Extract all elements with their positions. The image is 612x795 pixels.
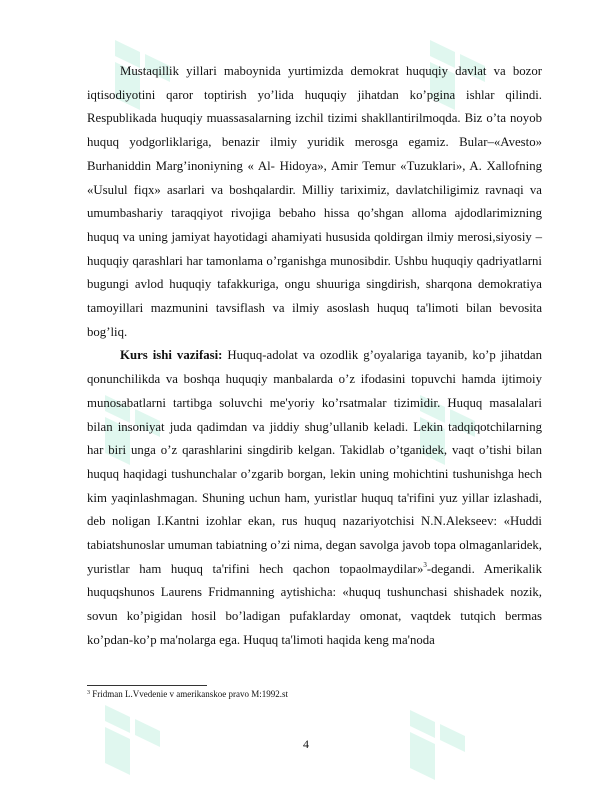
- footnote-reference: 3: [423, 560, 427, 569]
- paragraph-text: -degandi. Amerikalik huquqshunos Laurens Fridmanning aytishicha: «huquq tushunchasi shishadek nozik, sovun ko’pigidan hosil bo’ladigan pufaklarday omonat, vaqtdek tutqich bermas ko’pdan-ko’p ma'nolarga ega. Huquq ta'limoti haqida keng ma'noda: [87, 561, 542, 647]
- paragraph: [87, 60, 542, 344]
- paragraph-text: Mustaqillik yillari maboynida yurtimizda demokrat huquqiy davlat va bozor iqtisodiyotini qaror toptirish yo’lida huquqiy jihatdan ko’pgina ishlar qilindi. Respublikada huquqiy muassasalarning izchil tizimi shakllantirilmoqda. Biz o’ta noyob huquq yodgorliklariga, benazir ilmiy yuridik merosga egamiz. Bular–«Avesto» Burhaniddin Marg’inoniyning « Al- Hidoya», Amir Temur «Tuzuklari», A. Xallofning «Usulul fiqx» asarlari va boshqalardir. Milliy tariximiz, davlatchiligimiz ravnaqi va umumbashariy taraqqiyot rivojiga bebaho hissa qo’shgan alloma ajdodlarimizning huquq va uning jamiyat hayotidagi ahamiyati hususida qoldirgan ilmiy merosi,siyosiy –huquqiy qarashlari har tamonlama o’rganishga munosibdir. Ushbu huquqiy qadriyatlarni bugungi avlod huquqiy tafakkuriga, ongu shuuriga singdirish, sharqona demokratiya tamoyillari mazmunini tavsiflash va ilmiy asoslash huquq ta'limoti bilan bevosita bog’liq.: [87, 64, 542, 339]
- footnote-divider: [87, 685, 207, 686]
- paragraph-text: Huquq-adolat va ozodlik g’oyalariga tayanib, ko’p jihatdan qonunchilikda va boshqa huquqiy manbalarda o’z ifodasini topuvchi hamda ijtimoiy munosabatlarni tartibga soluvchi me'yoriy ko’rsatmalar tizimidir. Huquq masalalari bilan insoniyat juda qadimdan va jiddiy shug’ullanib keladi. Lekin tadqiqotchilarning har biri unga o’z qarashlarini singdirib kelgan. Takidlab o’tganidek, vaqt o’tishi bilan huquq haqidagi tushunchalar o’zgarib borgan, lekin uning mohichtini tushunishga hech kim yaqinlashmagan. Shuning uchun ham, yuristlar huquq ta'rifini yuz yillar izlashadi, deb noligan I.Kantni izohlar ekan, rus huquq nazariyotchisi N.N.Alekseev: «Huddi tabiatshunoslar umuman tabiatning o’zi nima, degan savolga javob topa olmaganlaridek, yuristlar ham huquq ta'rifini hech qachon topaolmaydilar»: [87, 348, 542, 576]
- page-number: 4: [303, 737, 309, 751]
- footnote: [87, 688, 288, 700]
- paragraph-heading: Kurs ishi vazifasi:: [120, 348, 223, 363]
- footnote-number: 3: [87, 690, 90, 696]
- footnote-text: Fridman L.Vvedenie v amerikanskoe pravo M:1992.st: [90, 689, 288, 699]
- paragraph: [87, 344, 542, 652]
- body-text: [87, 60, 542, 653]
